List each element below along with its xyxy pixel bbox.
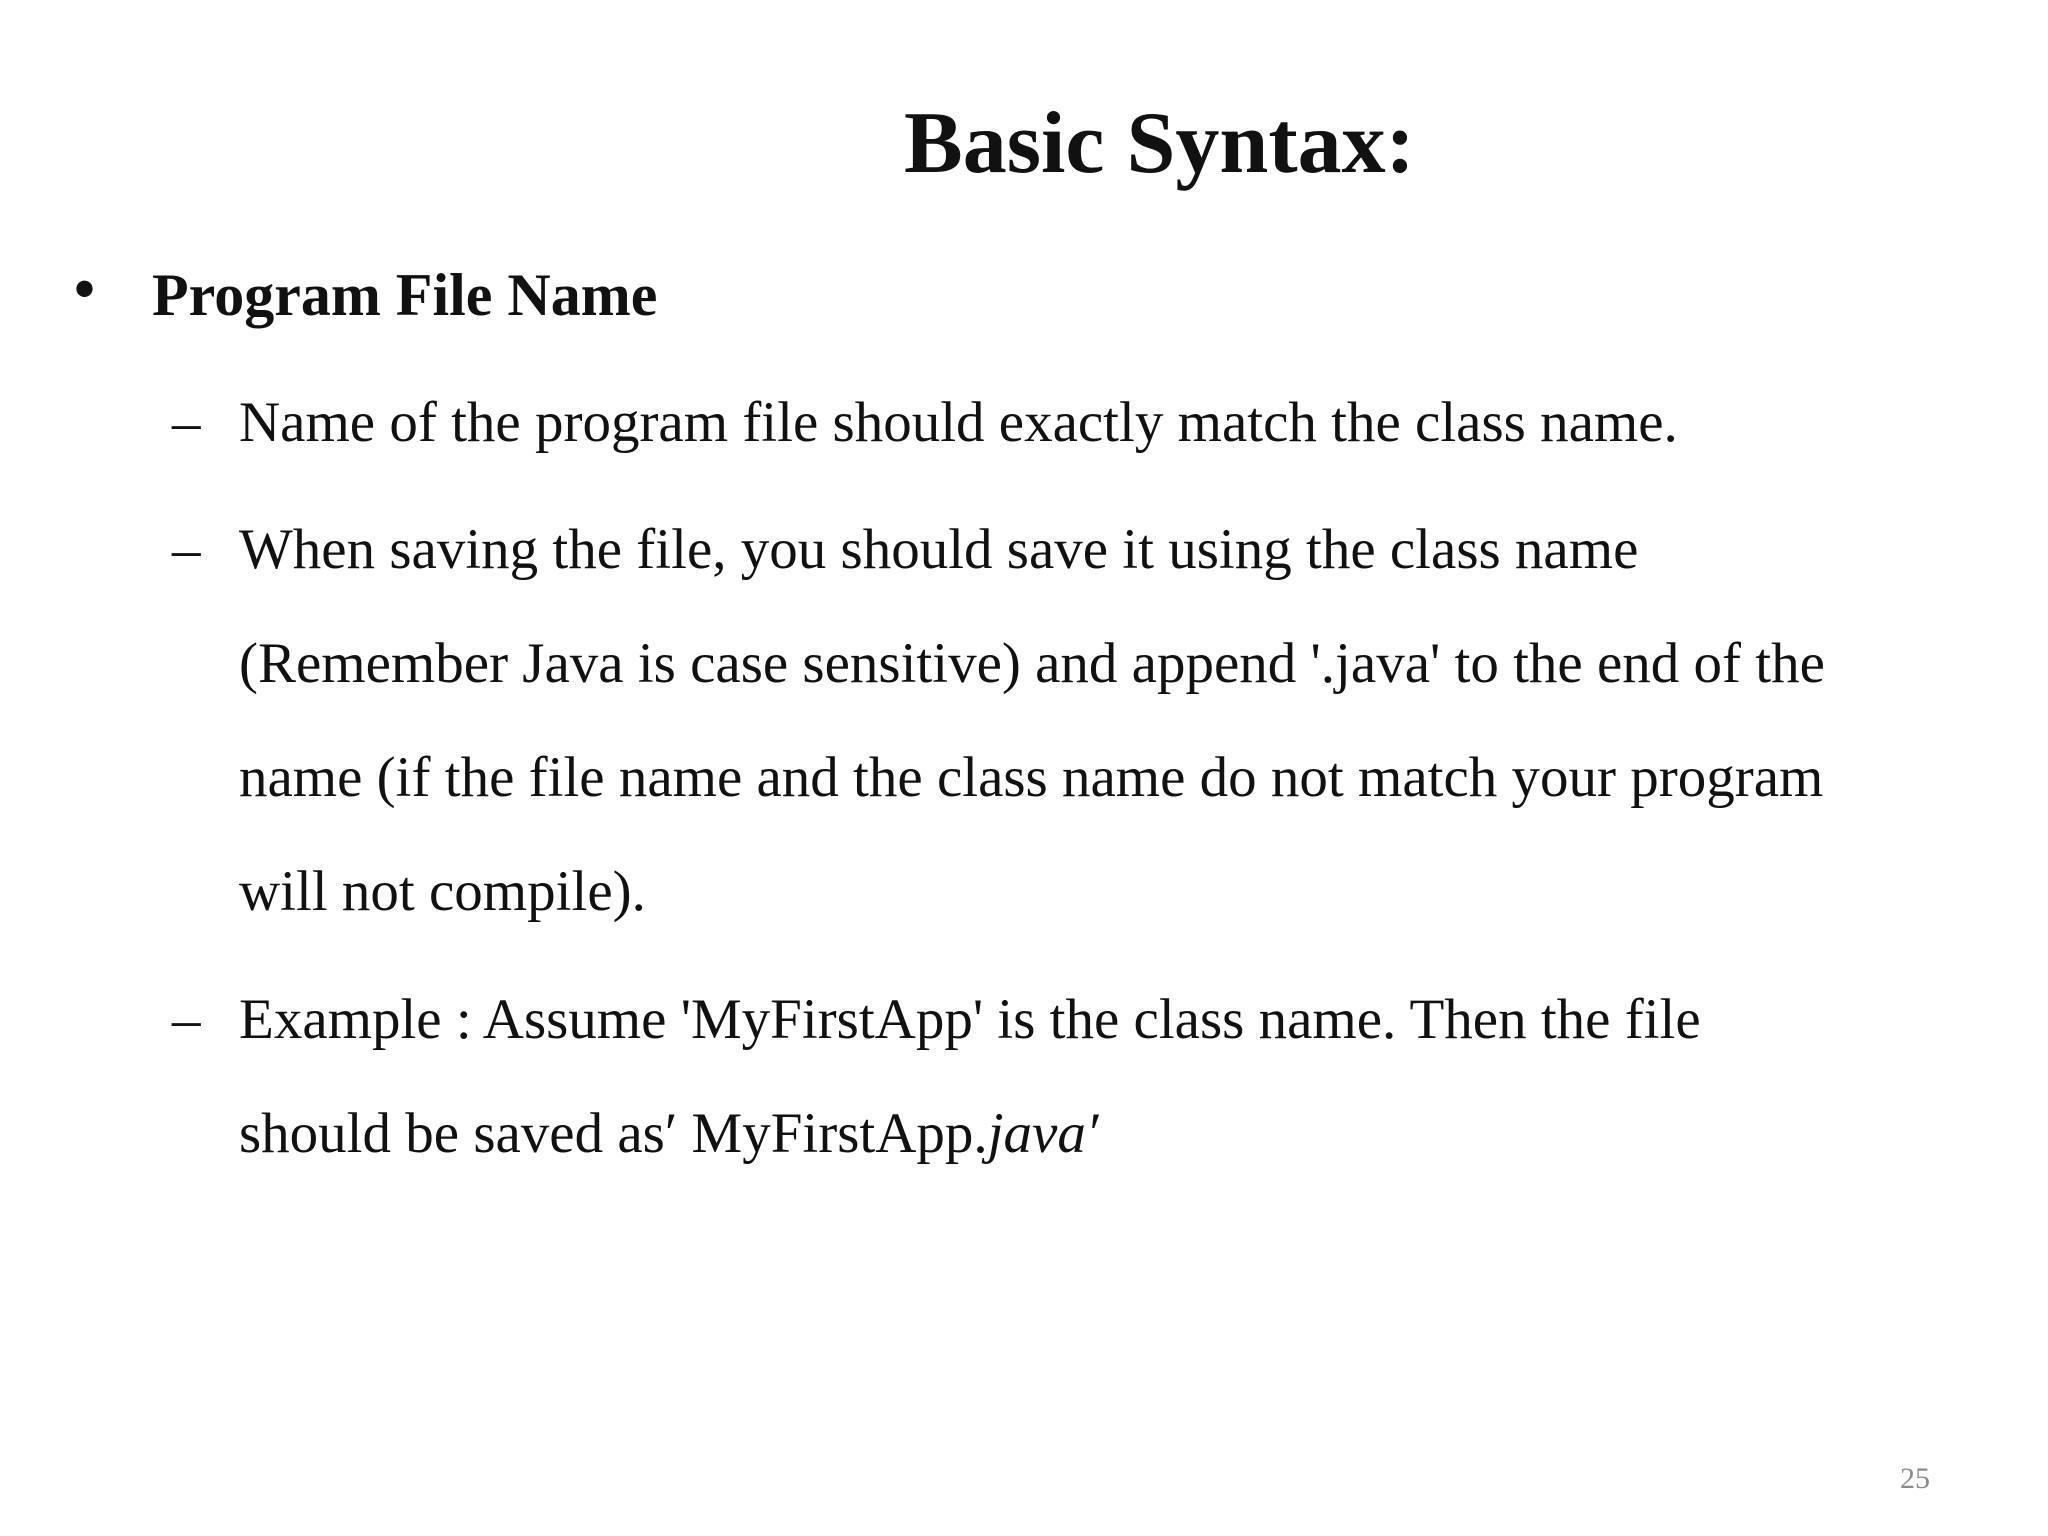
text-line: When saving the file, you should save it using the class name <box>239 518 1639 581</box>
text-line: Example : Assume 'MyFirstApp' is the class name. Then the file <box>239 988 1701 1051</box>
bullet-label: Program File Name <box>152 262 658 328</box>
text-line <box>239 1077 1701 1191</box>
sub-item-text <box>239 366 1678 480</box>
text-line: (Remember Java is case sensitive) and append '.java' to the end of the <box>239 632 1825 695</box>
dash-marker: – <box>172 391 201 454</box>
sub-item-text <box>239 963 1701 1191</box>
bullet-symbol: • <box>74 256 96 322</box>
text-line: will not compile). <box>239 860 646 923</box>
slide-title: Basic Syntax: <box>904 95 1415 192</box>
dash-marker: – <box>172 518 201 581</box>
page-number: 25 <box>1900 1462 1930 1495</box>
dash-marker: – <box>172 988 201 1051</box>
text-line: Name of the program file should exactly match the class name. <box>239 391 1678 454</box>
text-line: name (if the file name and the class name do not match your program <box>239 746 1824 809</box>
sub-item-text <box>239 493 1825 949</box>
text-plain: should be saved as′ MyFirstApp. <box>239 1102 988 1165</box>
text-italic-filename: java′ <box>987 1102 1099 1165</box>
